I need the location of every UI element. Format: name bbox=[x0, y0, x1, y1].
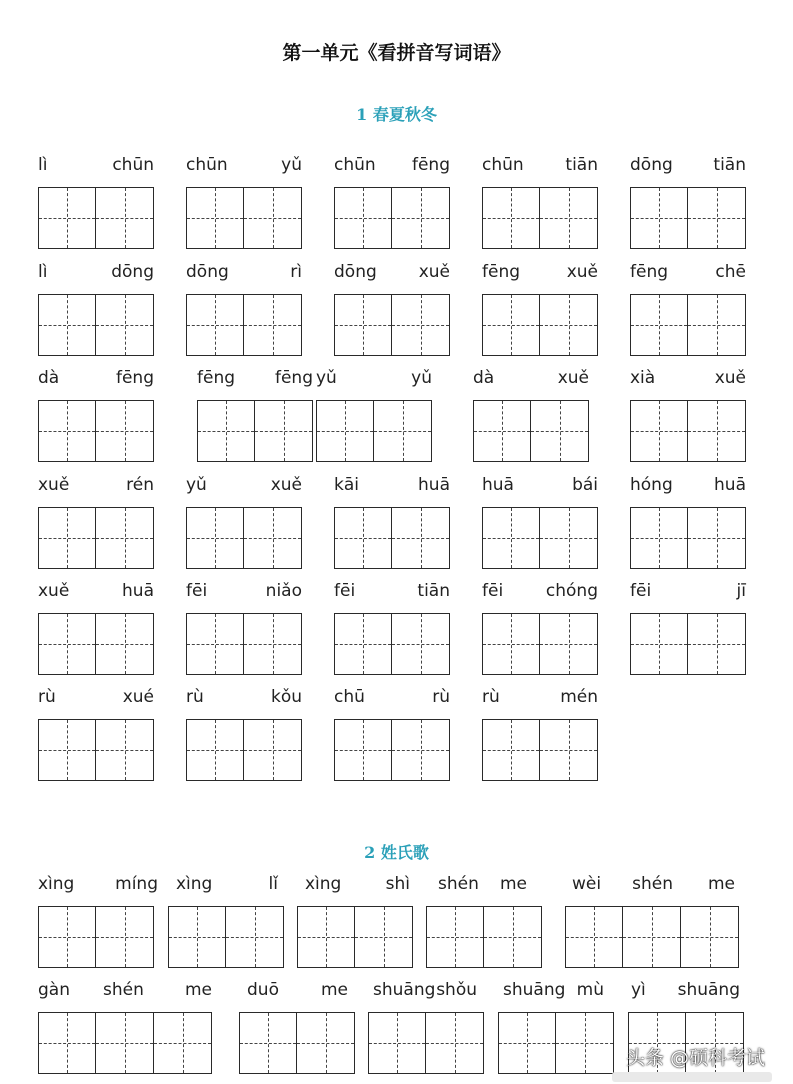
word-grid[interactable] bbox=[186, 187, 302, 249]
pinyin-syllable: rù bbox=[38, 687, 56, 707]
word-grid[interactable] bbox=[38, 507, 154, 569]
word-grid[interactable] bbox=[498, 1012, 614, 1074]
word-grid[interactable] bbox=[316, 400, 432, 462]
pinyin-syllable: chūn bbox=[482, 155, 524, 175]
pinyin-syllable: dà bbox=[473, 368, 495, 388]
writing-cell[interactable] bbox=[623, 906, 681, 968]
pinyin-syllable: xuě bbox=[566, 262, 598, 282]
word-grid[interactable] bbox=[38, 906, 154, 968]
pinyin-syllable: xuě bbox=[38, 581, 70, 601]
pinyin-syllable: shuāng bbox=[503, 980, 566, 1000]
pinyin-syllable: fēi bbox=[482, 581, 504, 601]
pinyin-syllable: yì bbox=[631, 980, 646, 1000]
pinyin-syllable: xuě bbox=[418, 262, 450, 282]
pinyin-syllable: fēi bbox=[630, 581, 652, 601]
word-grid[interactable] bbox=[239, 1012, 355, 1074]
writing-cell[interactable] bbox=[556, 1012, 614, 1074]
pinyin-syllable: fēng bbox=[482, 262, 521, 282]
pinyin-syllable: chūn bbox=[186, 155, 228, 175]
word-grid[interactable] bbox=[38, 294, 154, 356]
writing-cell[interactable] bbox=[482, 613, 540, 675]
pinyin-syllable: mén bbox=[560, 687, 598, 707]
writing-cell[interactable] bbox=[334, 613, 392, 675]
writing-cell[interactable] bbox=[540, 507, 598, 569]
writing-cell[interactable] bbox=[255, 400, 313, 462]
writing-cell[interactable] bbox=[38, 400, 96, 462]
writing-cell[interactable] bbox=[154, 1012, 212, 1074]
pinyin-syllable: yǔ bbox=[186, 475, 207, 495]
word-grid[interactable] bbox=[38, 187, 154, 249]
pinyin-syllable: rù bbox=[482, 687, 500, 707]
writing-cell[interactable] bbox=[244, 719, 302, 781]
word-grid[interactable] bbox=[38, 719, 154, 781]
pinyin-syllable: chūn bbox=[112, 155, 154, 175]
pinyin-syllable: huā bbox=[418, 475, 450, 495]
writing-cell[interactable] bbox=[186, 187, 244, 249]
watermark: 头条 @硕科考试 bbox=[626, 1047, 766, 1069]
word-grid[interactable] bbox=[297, 906, 413, 968]
writing-cell[interactable] bbox=[244, 613, 302, 675]
pinyin-syllable: me bbox=[184, 980, 212, 1000]
pinyin-syllable: yǔ bbox=[316, 368, 337, 388]
pinyin-syllable: shén bbox=[103, 980, 144, 1000]
pinyin-syllable: huā bbox=[714, 475, 746, 495]
writing-cell[interactable] bbox=[630, 507, 688, 569]
writing-cell[interactable] bbox=[681, 906, 739, 968]
pinyin-syllable: wèi bbox=[572, 874, 602, 894]
pinyin-syllable: fēi bbox=[186, 581, 208, 601]
writing-cell[interactable] bbox=[688, 613, 746, 675]
writing-cell[interactable] bbox=[392, 507, 450, 569]
writing-cell[interactable] bbox=[239, 1012, 297, 1074]
writing-cell[interactable] bbox=[688, 294, 746, 356]
word-grid[interactable] bbox=[565, 906, 739, 968]
word-grid[interactable] bbox=[473, 400, 589, 462]
writing-cell[interactable] bbox=[540, 613, 598, 675]
pinyin-syllable: dōng bbox=[111, 262, 154, 282]
pinyin-syllable: chē bbox=[715, 262, 746, 282]
writing-cell[interactable] bbox=[688, 400, 746, 462]
pinyin-syllable: xià bbox=[630, 368, 656, 388]
writing-cell[interactable] bbox=[334, 294, 392, 356]
writing-cell[interactable] bbox=[244, 294, 302, 356]
pinyin-syllable: chūn bbox=[334, 155, 376, 175]
writing-cell[interactable] bbox=[630, 400, 688, 462]
writing-cell[interactable] bbox=[96, 400, 154, 462]
writing-cell[interactable] bbox=[630, 187, 688, 249]
writing-cell[interactable] bbox=[392, 719, 450, 781]
pinyin-syllable: rù bbox=[432, 687, 450, 707]
pinyin-syllable: shì bbox=[385, 874, 410, 894]
word-grid[interactable] bbox=[334, 507, 450, 569]
writing-cell[interactable] bbox=[540, 187, 598, 249]
writing-cell[interactable] bbox=[482, 719, 540, 781]
writing-cell[interactable] bbox=[688, 507, 746, 569]
writing-cell[interactable] bbox=[531, 400, 589, 462]
word-grid[interactable] bbox=[630, 187, 746, 249]
writing-cell[interactable] bbox=[392, 187, 450, 249]
writing-cell[interactable] bbox=[630, 294, 688, 356]
writing-cell[interactable] bbox=[38, 1012, 96, 1074]
word-grid[interactable] bbox=[482, 507, 598, 569]
word-grid[interactable] bbox=[630, 400, 746, 462]
pinyin-syllable: fēng bbox=[115, 368, 154, 388]
word-grid[interactable] bbox=[197, 400, 313, 462]
writing-cell[interactable] bbox=[38, 187, 96, 249]
writing-cell[interactable] bbox=[392, 613, 450, 675]
word-grid[interactable] bbox=[482, 294, 598, 356]
writing-cell[interactable] bbox=[498, 1012, 556, 1074]
word-grid[interactable] bbox=[482, 187, 598, 249]
writing-cell[interactable] bbox=[540, 719, 598, 781]
writing-cell[interactable] bbox=[630, 613, 688, 675]
page-title: 第一单元《看拼音写词语》 bbox=[282, 42, 511, 64]
writing-cell[interactable] bbox=[244, 187, 302, 249]
writing-cell[interactable] bbox=[426, 1012, 484, 1074]
pinyin-syllable: fēng bbox=[274, 368, 313, 388]
writing-cell[interactable] bbox=[355, 906, 413, 968]
pinyin-syllable: chū bbox=[334, 687, 365, 707]
writing-cell[interactable] bbox=[38, 507, 96, 569]
writing-cell[interactable] bbox=[540, 294, 598, 356]
writing-cell[interactable] bbox=[186, 507, 244, 569]
pinyin-syllable: fēng bbox=[411, 155, 450, 175]
word-grid[interactable] bbox=[186, 294, 302, 356]
writing-cell[interactable] bbox=[186, 719, 244, 781]
pinyin-syllable: me bbox=[320, 980, 348, 1000]
pinyin-syllable: tiān bbox=[417, 581, 450, 601]
word-grid[interactable] bbox=[168, 906, 284, 968]
writing-cell[interactable] bbox=[688, 187, 746, 249]
word-grid[interactable] bbox=[630, 294, 746, 356]
word-grid[interactable] bbox=[38, 613, 154, 675]
pinyin-syllable: xìng bbox=[176, 874, 213, 894]
pinyin-syllable: hóng bbox=[630, 475, 673, 495]
pinyin-syllable: me bbox=[707, 874, 735, 894]
writing-cell[interactable] bbox=[244, 507, 302, 569]
writing-cell[interactable] bbox=[186, 294, 244, 356]
writing-cell[interactable] bbox=[482, 187, 540, 249]
writing-cell[interactable] bbox=[96, 507, 154, 569]
writing-cell[interactable] bbox=[565, 906, 623, 968]
pinyin-syllable: xuě bbox=[557, 368, 589, 388]
pinyin-syllable: mù bbox=[576, 980, 604, 1000]
pinyin-syllable: dōng bbox=[186, 262, 229, 282]
writing-cell[interactable] bbox=[96, 1012, 154, 1074]
writing-cell[interactable] bbox=[392, 294, 450, 356]
lesson-1-heading: 1 春夏秋冬 bbox=[356, 105, 437, 124]
writing-cell[interactable] bbox=[473, 400, 531, 462]
word-grid[interactable] bbox=[38, 400, 154, 462]
writing-cell[interactable] bbox=[226, 906, 284, 968]
pinyin-syllable: lǐ bbox=[268, 874, 278, 894]
pinyin-syllable: chóng bbox=[545, 581, 598, 601]
writing-cell[interactable] bbox=[96, 613, 154, 675]
pinyin-syllable: huā bbox=[122, 581, 154, 601]
pinyin-syllable: lì bbox=[38, 262, 48, 282]
pinyin-syllable: kǒu bbox=[270, 687, 302, 707]
word-grid[interactable] bbox=[368, 1012, 484, 1074]
writing-cell[interactable] bbox=[426, 906, 484, 968]
writing-cell[interactable] bbox=[96, 294, 154, 356]
pinyin-syllable: huā bbox=[482, 475, 514, 495]
pinyin-syllable: me bbox=[499, 874, 527, 894]
pinyin-syllable: fēng bbox=[630, 262, 669, 282]
writing-cell[interactable] bbox=[38, 294, 96, 356]
pinyin-syllable: kāi bbox=[334, 475, 359, 495]
writing-cell[interactable] bbox=[368, 1012, 426, 1074]
pinyin-syllable: fēng bbox=[197, 368, 236, 388]
writing-cell[interactable] bbox=[186, 613, 244, 675]
word-grid[interactable] bbox=[186, 507, 302, 569]
writing-cell[interactable] bbox=[316, 400, 374, 462]
pinyin-syllable: gàn bbox=[38, 980, 70, 1000]
writing-cell[interactable] bbox=[38, 906, 96, 968]
word-grid[interactable] bbox=[482, 613, 598, 675]
pinyin-syllable: shén bbox=[438, 874, 479, 894]
word-grid[interactable] bbox=[334, 294, 450, 356]
word-grid[interactable] bbox=[38, 1012, 212, 1074]
pinyin-syllable: xìng bbox=[38, 874, 75, 894]
pinyin-syllable: rì bbox=[290, 262, 302, 282]
word-grid[interactable] bbox=[186, 719, 302, 781]
pinyin-syllable: tiān bbox=[713, 155, 746, 175]
word-grid[interactable] bbox=[482, 719, 598, 781]
pinyin-syllable: dōng bbox=[630, 155, 673, 175]
word-grid[interactable] bbox=[334, 613, 450, 675]
pinyin-syllable: dà bbox=[38, 368, 60, 388]
word-grid[interactable] bbox=[186, 613, 302, 675]
pinyin-syllable: tiān bbox=[565, 155, 598, 175]
pinyin-syllable: jī bbox=[736, 581, 746, 601]
watermark-blur bbox=[612, 1072, 772, 1082]
writing-cell[interactable] bbox=[334, 187, 392, 249]
writing-cell[interactable] bbox=[197, 400, 255, 462]
lesson-2-heading: 2 姓氏歌 bbox=[364, 843, 429, 862]
writing-cell[interactable] bbox=[374, 400, 432, 462]
writing-cell[interactable] bbox=[38, 613, 96, 675]
word-grid[interactable] bbox=[334, 187, 450, 249]
pinyin-syllable: xuě bbox=[270, 475, 302, 495]
writing-cell[interactable] bbox=[482, 294, 540, 356]
word-grid[interactable] bbox=[426, 906, 542, 968]
writing-cell[interactable] bbox=[482, 507, 540, 569]
pinyin-syllable: fēi bbox=[334, 581, 356, 601]
pinyin-syllable: duō bbox=[247, 980, 279, 1000]
writing-cell[interactable] bbox=[96, 719, 154, 781]
pinyin-syllable: xuě bbox=[38, 475, 70, 495]
pinyin-syllable: yǔ bbox=[281, 155, 302, 175]
pinyin-syllable: míng bbox=[115, 874, 158, 894]
writing-cell[interactable] bbox=[38, 719, 96, 781]
writing-cell[interactable] bbox=[297, 1012, 355, 1074]
pinyin-syllable: xuě bbox=[714, 368, 746, 388]
word-grid[interactable] bbox=[334, 719, 450, 781]
pinyin-syllable: rù bbox=[186, 687, 204, 707]
pinyin-syllable: dōng bbox=[334, 262, 377, 282]
pinyin-syllable: shǒu bbox=[436, 980, 477, 1000]
pinyin-syllable: shuāng bbox=[677, 980, 740, 1000]
pinyin-syllable: xué bbox=[122, 687, 154, 707]
pinyin-syllable: shén bbox=[632, 874, 673, 894]
pinyin-syllable: lì bbox=[38, 155, 48, 175]
word-grid[interactable] bbox=[630, 507, 746, 569]
pinyin-syllable: yǔ bbox=[411, 368, 432, 388]
writing-cell[interactable] bbox=[484, 906, 542, 968]
writing-cell[interactable] bbox=[168, 906, 226, 968]
writing-cell[interactable] bbox=[96, 906, 154, 968]
word-grid[interactable] bbox=[630, 613, 746, 675]
pinyin-syllable: rén bbox=[126, 475, 154, 495]
pinyin-syllable: niǎo bbox=[265, 581, 302, 601]
writing-cell[interactable] bbox=[96, 187, 154, 249]
writing-cell[interactable] bbox=[297, 906, 355, 968]
writing-cell[interactable] bbox=[334, 507, 392, 569]
pinyin-syllable: bái bbox=[572, 475, 598, 495]
pinyin-syllable: xìng bbox=[305, 874, 342, 894]
pinyin-syllable: shuāng bbox=[373, 980, 436, 1000]
writing-cell[interactable] bbox=[334, 719, 392, 781]
